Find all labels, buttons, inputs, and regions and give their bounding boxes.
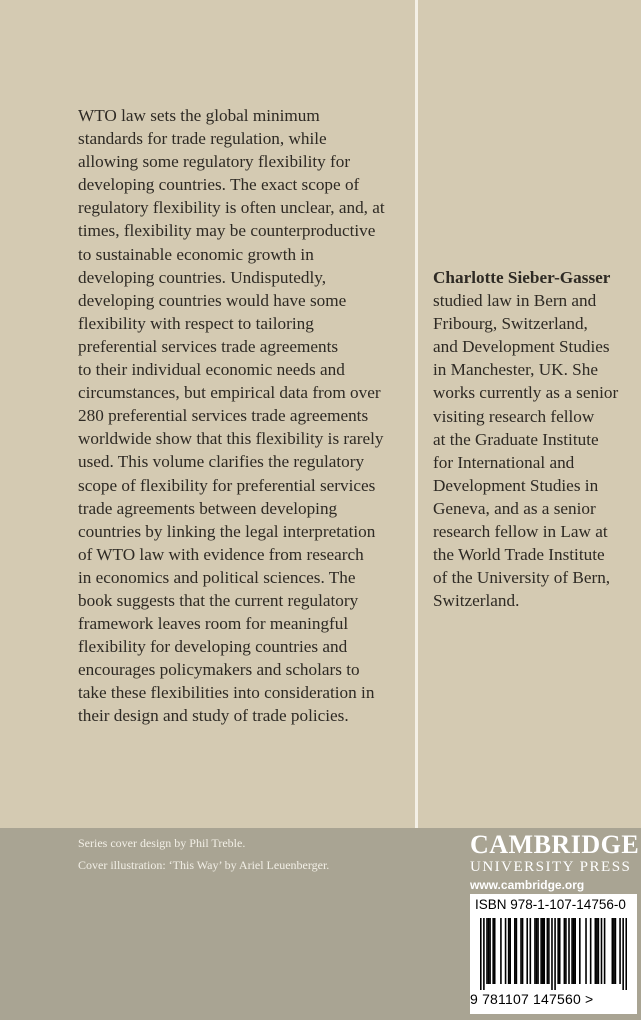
publisher-logo xyxy=(470,831,638,894)
barcode-bar xyxy=(622,918,624,990)
blurb-line: regulatory flexibility is often unclear, and, at xyxy=(78,198,385,218)
barcode-bar xyxy=(559,918,561,984)
barcode-bar xyxy=(508,918,510,984)
isbn-barcode xyxy=(470,894,637,1014)
bio-line: works currently as a senior xyxy=(433,383,619,403)
barcode-bar xyxy=(494,918,496,984)
blurb-line: take these flexibilities into consideration in xyxy=(78,683,375,703)
blurb-line: used. This volume clarifies the regulatory xyxy=(78,452,365,472)
barcode-bar xyxy=(483,918,485,990)
blurb-line: scope of flexibility for preferential services xyxy=(78,475,376,495)
barcode-bars xyxy=(480,918,627,990)
barcode-bar xyxy=(547,918,549,984)
bio-line: Geneva, and as a senior xyxy=(433,498,596,518)
barcode-bar xyxy=(590,918,592,984)
bio-line: visiting research fellow xyxy=(433,406,595,426)
barcode-bar xyxy=(480,918,482,990)
blurb-line: to their individual economic needs and xyxy=(78,360,345,380)
barcode-bar xyxy=(543,918,545,984)
barcode-bar xyxy=(613,918,615,984)
blurb-line: in economics and political sciences. The xyxy=(78,567,356,587)
blurb-line: their design and study of trade policies. xyxy=(78,706,349,726)
bio-line: research fellow in Law at xyxy=(433,522,608,542)
barcode-bar xyxy=(542,918,544,984)
bio-line: at the Graduate Institute xyxy=(433,429,599,449)
bio-line: the World Trade Institute xyxy=(433,545,605,565)
cover-illustration-credit: Cover illustration: ‘This Way’ by Ariel Leuenberger. xyxy=(78,858,330,872)
blurb-line: developing countries. The exact scope of xyxy=(78,175,360,195)
barcode-bar xyxy=(516,918,518,984)
blurb-line: allowing some regulatory flexibility for xyxy=(78,152,351,172)
barcode-bar xyxy=(505,918,507,984)
barcode-bar xyxy=(530,918,532,984)
barcode-bar xyxy=(537,918,539,984)
bio-line: Fribourg, Switzerland, xyxy=(433,314,588,334)
publisher-subtitle: UNIVERSITY PRESS xyxy=(470,859,632,875)
blurb-line: countries by linking the legal interpretation xyxy=(78,521,376,541)
bio-line: in Manchester, UK. She xyxy=(433,360,598,380)
isbn-label: ISBN 978-1-107-14756-0 xyxy=(475,897,626,912)
barcode-bar xyxy=(565,918,567,984)
barcode-bar xyxy=(568,918,570,984)
barcode-bar xyxy=(571,918,573,984)
barcode-digits: 9 781107 147560 > xyxy=(470,991,594,1007)
column-divider xyxy=(415,0,418,828)
blurb-line: flexibility with respect to tailoring xyxy=(78,313,314,333)
blurb-line: preferential services trade agreements xyxy=(78,336,339,356)
barcode-bar xyxy=(596,918,598,984)
blurb-line: worldwide show that this flexibility is rarely xyxy=(78,429,384,449)
barcode-bar xyxy=(500,918,502,984)
publisher-url: www.cambridge.org xyxy=(470,878,585,892)
bio-line: and Development Studies xyxy=(433,337,610,357)
barcode-bar xyxy=(619,918,621,984)
barcode-bar xyxy=(612,918,614,984)
series-design-credit: Series cover design by Phil Treble. xyxy=(78,836,246,850)
barcode-bar xyxy=(520,918,522,984)
bio-line: of the University of Bern, xyxy=(433,568,611,588)
barcode-bar xyxy=(579,918,581,984)
barcode-bar xyxy=(595,918,597,984)
blurb-line: WTO law sets the global minimum xyxy=(78,106,320,125)
barcode-bar xyxy=(526,918,528,984)
blurb-line: trade agreements between developing xyxy=(78,498,338,518)
barcode-bar xyxy=(536,918,538,984)
barcode-bar xyxy=(573,918,575,984)
barcode-bar xyxy=(625,918,627,990)
blurb-line: developing countries would have some xyxy=(78,290,347,310)
blurb-line: circumstances, but empirical data from over xyxy=(78,383,381,403)
barcode-bar xyxy=(548,918,550,984)
bio-line: Development Studies in xyxy=(433,475,599,495)
bio-line: for International and xyxy=(433,452,575,472)
blurb-line: of WTO law with evidence from research xyxy=(78,544,364,564)
blurb-line: book suggests that the current regulatory xyxy=(78,590,359,610)
barcode-bar xyxy=(557,918,559,984)
bio-line: Switzerland. xyxy=(433,591,520,611)
barcode-bar xyxy=(514,918,516,984)
barcode-bar xyxy=(534,918,536,984)
barcode-bar xyxy=(554,918,556,990)
book-blurb xyxy=(78,104,408,728)
barcode-bar xyxy=(522,918,524,984)
blurb-line: framework leaves room for meaningful xyxy=(78,614,349,634)
barcode-bar xyxy=(540,918,542,984)
blurb-line: times, flexibility may be counterproductive xyxy=(78,221,376,241)
blurb-line: 280 preferential services trade agreements xyxy=(78,406,369,426)
publisher-name: CAMBRIDGE xyxy=(470,830,640,859)
barcode-bar xyxy=(601,918,603,984)
barcode-bar xyxy=(574,918,576,984)
barcode-bar xyxy=(488,918,490,984)
bio-line: studied law in Bern and xyxy=(433,291,597,311)
barcode-bar xyxy=(486,918,488,984)
barcode-bar xyxy=(509,918,511,984)
barcode-bar xyxy=(585,918,587,984)
blurb-line: developing countries. Undisputedly, xyxy=(78,267,327,287)
blurb-line: flexibility for developing countries and xyxy=(78,637,348,657)
author-name: Charlotte Sieber-Gasser xyxy=(433,268,611,287)
blurb-line: standards for trade regulation, while xyxy=(78,129,327,149)
barcode-bar xyxy=(489,918,491,984)
barcode-bar xyxy=(615,918,617,984)
blurb-line: encourages policymakers and scholars to xyxy=(78,660,360,680)
author-bio xyxy=(433,266,638,612)
barcode-bar xyxy=(598,918,600,984)
barcode-bar xyxy=(564,918,566,984)
blurb-line: to sustainable economic growth in xyxy=(78,244,314,264)
barcode-bar xyxy=(492,918,494,984)
barcode-bar xyxy=(604,918,606,984)
barcode-bar xyxy=(551,918,553,990)
